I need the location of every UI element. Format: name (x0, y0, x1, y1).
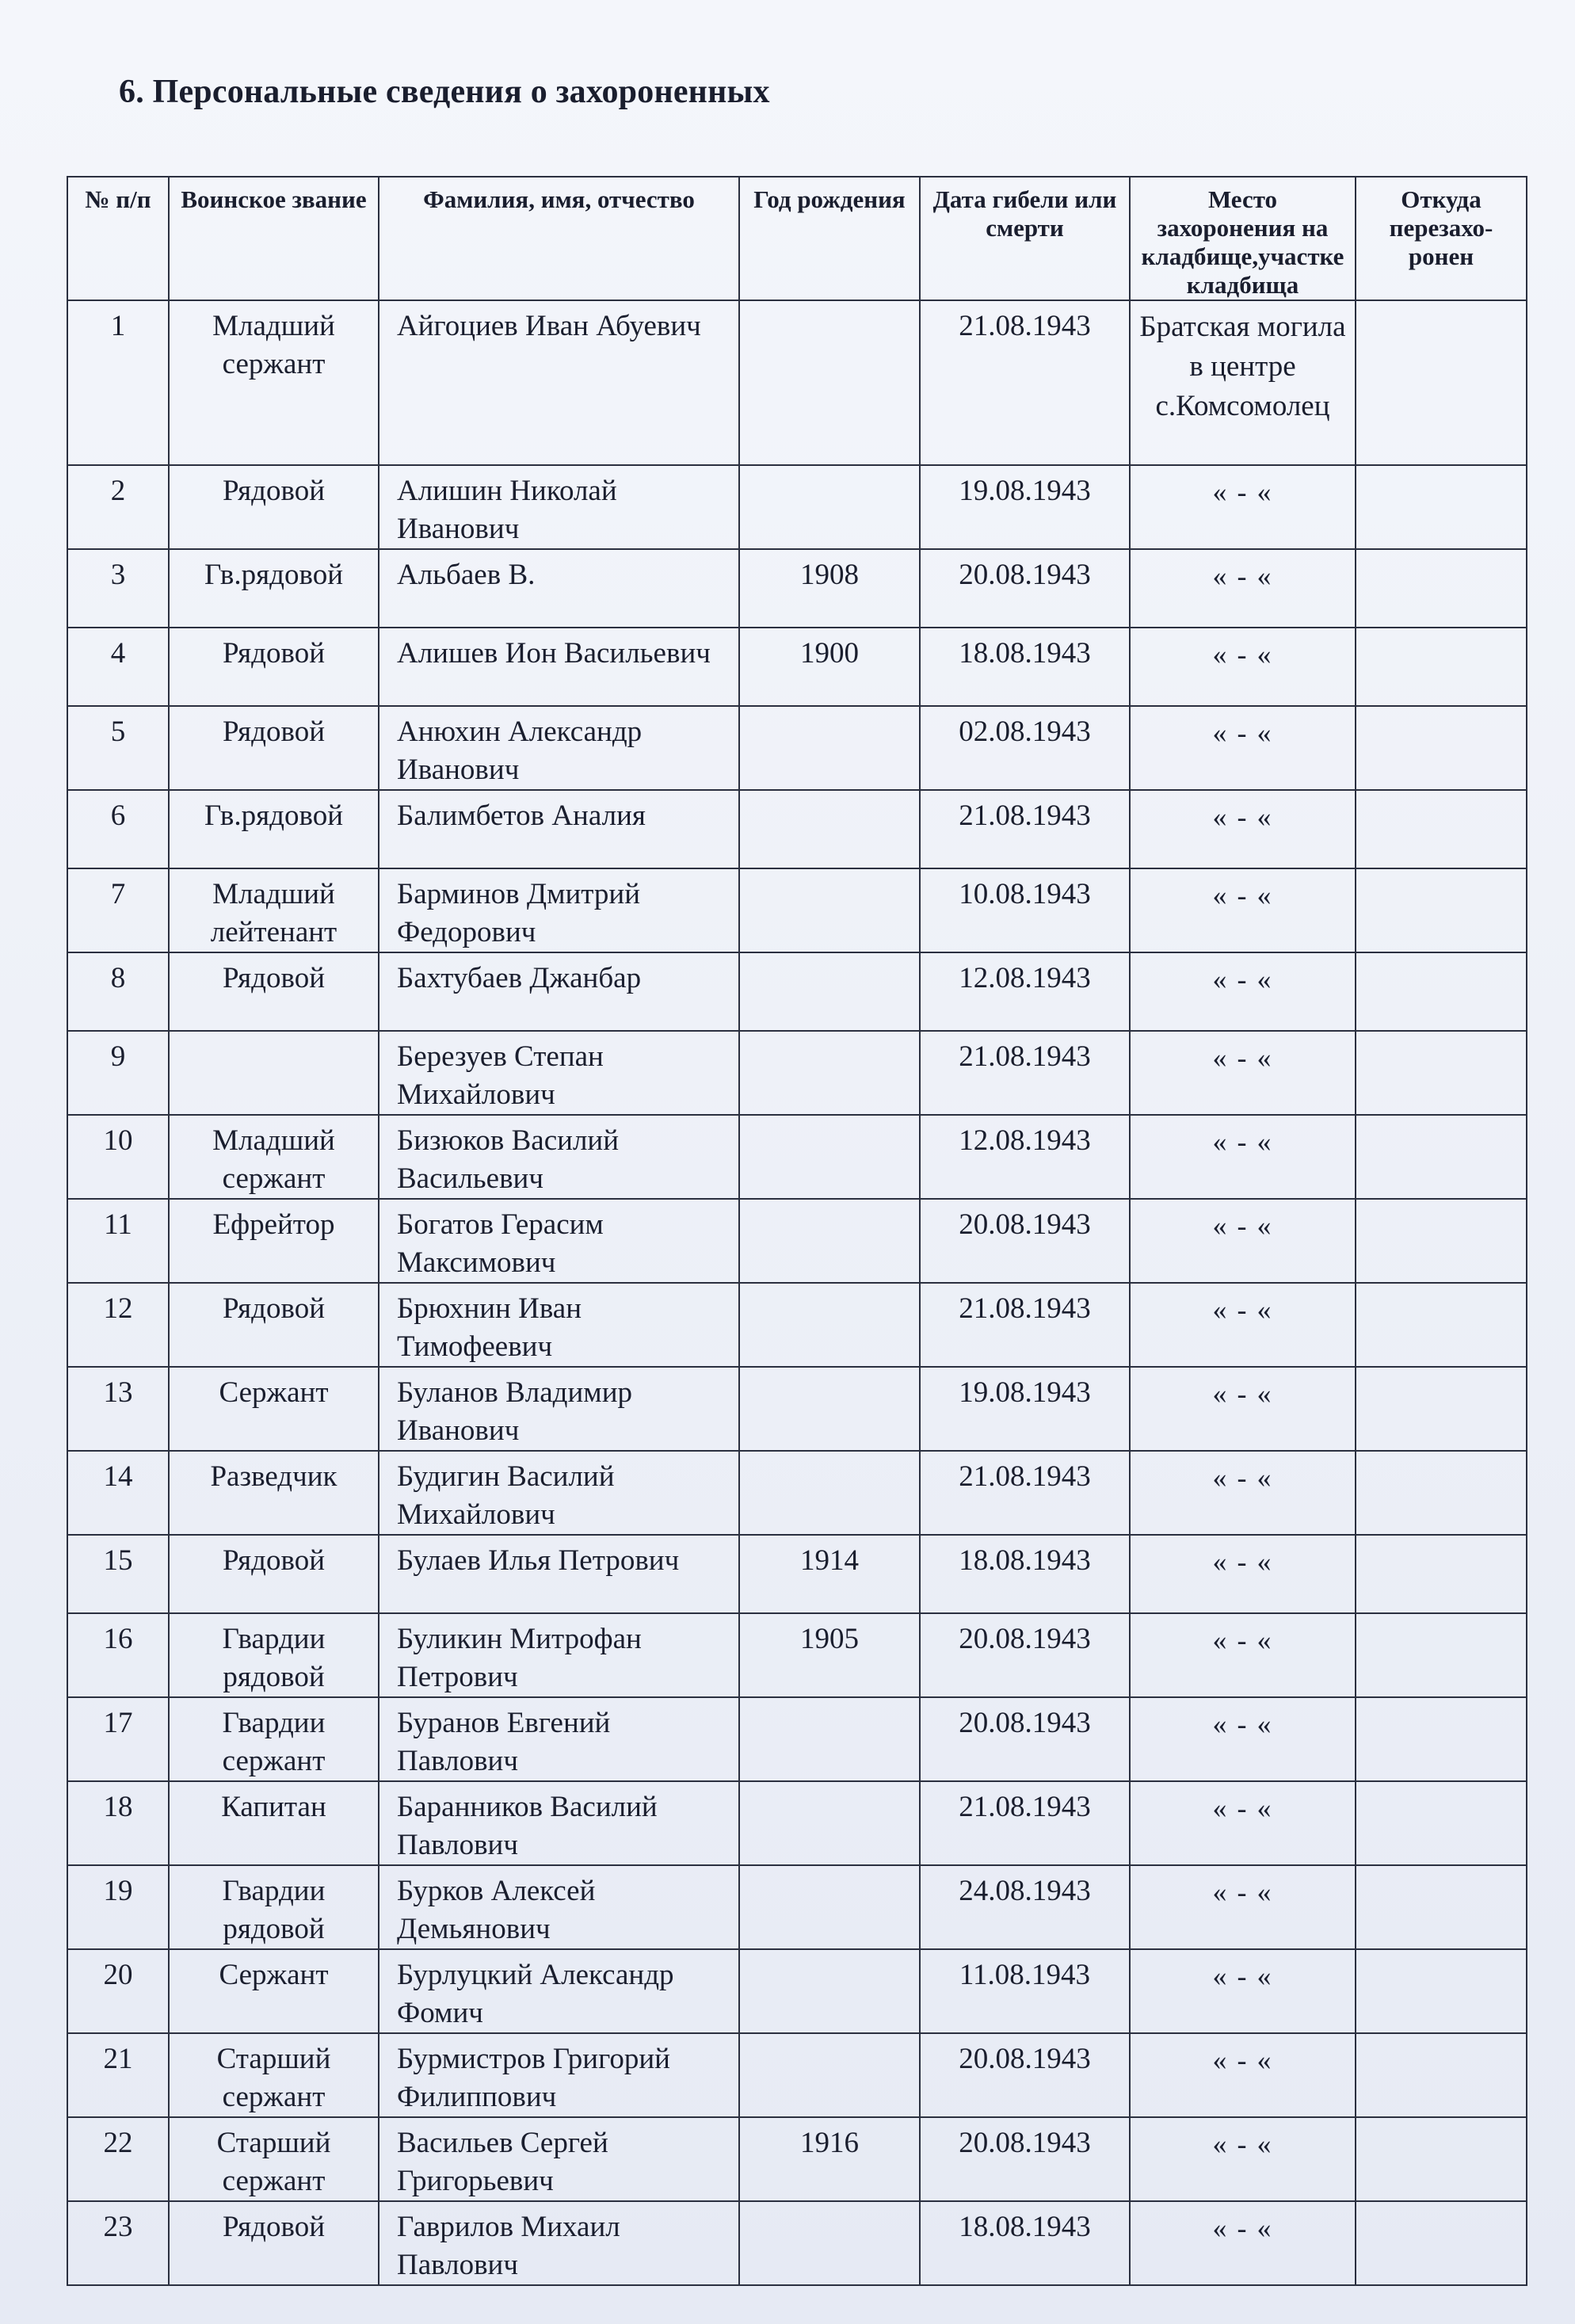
burial-place-cell: « - « (1130, 2117, 1356, 2201)
table-header-row (67, 177, 1527, 300)
origin-cell (1356, 2033, 1527, 2117)
death-date-cell: 11.08.1943 (920, 1949, 1130, 2033)
table-row (67, 706, 1527, 790)
rank-cell: Капитан (169, 1781, 379, 1865)
page-title: 6. Персональные сведения о захороненных (119, 74, 770, 110)
birth-year-cell (739, 300, 920, 465)
rank-cell: Рядовой (169, 1283, 379, 1367)
burial-place-cell: « - « (1130, 1613, 1356, 1697)
death-date-cell: 20.08.1943 (920, 549, 1130, 628)
name-cell: Алишев Ион Васильевич (379, 628, 739, 706)
birth-year-cell (739, 1031, 920, 1115)
row-number: 3 (67, 549, 169, 628)
origin-cell (1356, 465, 1527, 549)
header-name: Фамилия, имя, отчество (379, 177, 739, 300)
row-number: 5 (67, 706, 169, 790)
table-row (67, 1115, 1527, 1199)
name-cell: Березуев Степан Михайлович (379, 1031, 739, 1115)
row-number: 16 (67, 1613, 169, 1697)
rank-cell: Ефрейтор (169, 1199, 379, 1283)
burial-place-cell: « - « (1130, 1115, 1356, 1199)
header-num: № п/п (67, 177, 169, 300)
table-row (67, 1613, 1527, 1697)
birth-year-cell (739, 790, 920, 868)
rank-cell (169, 1031, 379, 1115)
table-row (67, 2117, 1527, 2201)
birth-year-cell (739, 706, 920, 790)
death-date-cell: 19.08.1943 (920, 465, 1130, 549)
row-number: 11 (67, 1199, 169, 1283)
origin-cell (1356, 868, 1527, 952)
table-row (67, 1949, 1527, 2033)
name-cell: Барминов Дмитрий Федорович (379, 868, 739, 952)
row-number: 18 (67, 1781, 169, 1865)
name-cell: Буранов Евгений Павлович (379, 1697, 739, 1781)
burial-place-cell: « - « (1130, 2201, 1356, 2285)
death-date-cell: 02.08.1943 (920, 706, 1130, 790)
name-cell: Гаврилов Михаил Павлович (379, 2201, 739, 2285)
death-date-cell: 12.08.1943 (920, 952, 1130, 1031)
origin-cell (1356, 1613, 1527, 1697)
header-burial-place: Место захоронения на кладбище,участке кладбища (1130, 177, 1356, 300)
death-date-cell: 21.08.1943 (920, 1451, 1130, 1535)
birth-year-cell (739, 868, 920, 952)
origin-cell (1356, 1031, 1527, 1115)
origin-cell (1356, 1199, 1527, 1283)
rank-cell: Младший лейтенант (169, 868, 379, 952)
row-number: 14 (67, 1451, 169, 1535)
name-cell: Бурлуцкий Александр Фомич (379, 1949, 739, 2033)
birth-year-cell (739, 1199, 920, 1283)
rank-cell: Рядовой (169, 2201, 379, 2285)
table-row (67, 1199, 1527, 1283)
rank-cell: Рядовой (169, 706, 379, 790)
table-row (67, 1283, 1527, 1367)
death-date-cell: 20.08.1943 (920, 1613, 1130, 1697)
birth-year-cell: 1900 (739, 628, 920, 706)
rank-cell: Рядовой (169, 952, 379, 1031)
death-date-cell: 18.08.1943 (920, 1535, 1130, 1613)
name-cell: Альбаев В. (379, 549, 739, 628)
burial-place-cell: « - « (1130, 706, 1356, 790)
rank-cell: Гв.рядовой (169, 790, 379, 868)
row-number: 6 (67, 790, 169, 868)
name-cell: Алишин Николай Иванович (379, 465, 739, 549)
death-date-cell: 20.08.1943 (920, 1697, 1130, 1781)
row-number: 7 (67, 868, 169, 952)
death-date-cell: 19.08.1943 (920, 1367, 1130, 1451)
origin-cell (1356, 1949, 1527, 2033)
table-row (67, 1367, 1527, 1451)
table-row (67, 1451, 1527, 1535)
table-row (67, 465, 1527, 549)
burial-place-cell: « - « (1130, 1031, 1356, 1115)
name-cell: Бурмистров Григорий Филиппович (379, 2033, 739, 2117)
name-cell: Богатов Герасим Максимович (379, 1199, 739, 1283)
death-date-cell: 10.08.1943 (920, 868, 1130, 952)
row-number: 15 (67, 1535, 169, 1613)
rank-cell: Рядовой (169, 628, 379, 706)
rank-cell: Младший сержант (169, 1115, 379, 1199)
name-cell: Васильев Сергей Григорьевич (379, 2117, 739, 2201)
name-cell: Бурков Алексей Демьянович (379, 1865, 739, 1949)
burial-place-cell: « - « (1130, 1367, 1356, 1451)
birth-year-cell: 1905 (739, 1613, 920, 1697)
name-cell: Будигин Василий Михайлович (379, 1451, 739, 1535)
table-row (67, 1781, 1527, 1865)
birth-year-cell (739, 1283, 920, 1367)
name-cell: Брюхнин Иван Тимофеевич (379, 1283, 739, 1367)
row-number: 21 (67, 2033, 169, 2117)
birth-year-cell (739, 952, 920, 1031)
rank-cell: Сержант (169, 1949, 379, 2033)
table-row (67, 300, 1527, 465)
table-row (67, 549, 1527, 628)
row-number: 8 (67, 952, 169, 1031)
row-number: 2 (67, 465, 169, 549)
rank-cell: Старший сержант (169, 2117, 379, 2201)
death-date-cell: 12.08.1943 (920, 1115, 1130, 1199)
row-number: 1 (67, 300, 169, 465)
name-cell: Баранников Василий Павлович (379, 1781, 739, 1865)
origin-cell (1356, 1367, 1527, 1451)
death-date-cell: 20.08.1943 (920, 1199, 1130, 1283)
rank-cell: Сержант (169, 1367, 379, 1451)
name-cell: Айгоциев Иван Абуевич (379, 300, 739, 465)
death-date-cell: 24.08.1943 (920, 1865, 1130, 1949)
table-row (67, 628, 1527, 706)
rank-cell: Гв.рядовой (169, 549, 379, 628)
rank-cell: Рядовой (169, 1535, 379, 1613)
origin-cell (1356, 1115, 1527, 1199)
death-date-cell: 21.08.1943 (920, 1283, 1130, 1367)
burial-place-cell: « - « (1130, 2033, 1356, 2117)
table-row (67, 2201, 1527, 2285)
burial-place-cell: « - « (1130, 1283, 1356, 1367)
row-number: 22 (67, 2117, 169, 2201)
row-number: 12 (67, 1283, 169, 1367)
row-number: 10 (67, 1115, 169, 1199)
rank-cell: Старший сержант (169, 2033, 379, 2117)
rank-cell: Гвардии рядовой (169, 1613, 379, 1697)
death-date-cell: 18.08.1943 (920, 628, 1130, 706)
header-birth-year: Год рождения (739, 177, 920, 300)
death-date-cell: 20.08.1943 (920, 2117, 1130, 2201)
death-date-cell: 21.08.1943 (920, 1781, 1130, 1865)
burial-place-cell: « - « (1130, 628, 1356, 706)
name-cell: Анюхин Александр Иванович (379, 706, 739, 790)
birth-year-cell (739, 1451, 920, 1535)
origin-cell (1356, 1451, 1527, 1535)
name-cell: Бахтубаев Джанбар (379, 952, 739, 1031)
origin-cell (1356, 300, 1527, 465)
birth-year-cell (739, 1697, 920, 1781)
birth-year-cell (739, 2033, 920, 2117)
death-date-cell: 20.08.1943 (920, 2033, 1130, 2117)
table-row (67, 2033, 1527, 2117)
table-row (67, 952, 1527, 1031)
name-cell: Булаев Илья Петрович (379, 1535, 739, 1613)
origin-cell (1356, 1697, 1527, 1781)
header-rank: Воинское звание (169, 177, 379, 300)
name-cell: Бизюков Василий Васильевич (379, 1115, 739, 1199)
origin-cell (1356, 628, 1527, 706)
origin-cell (1356, 1865, 1527, 1949)
header-origin: Откуда перезахо-ронен (1356, 177, 1527, 300)
death-date-cell: 21.08.1943 (920, 300, 1130, 465)
rank-cell: Младший сержант (169, 300, 379, 465)
burial-place-cell: Братская могила в центре с.Комсомолец (1130, 300, 1356, 465)
table-row (67, 1697, 1527, 1781)
table-row (67, 1865, 1527, 1949)
burial-place-cell: « - « (1130, 868, 1356, 952)
table-row (67, 1535, 1527, 1613)
burial-place-cell: « - « (1130, 1781, 1356, 1865)
burial-place-cell: « - « (1130, 952, 1356, 1031)
origin-cell (1356, 549, 1527, 628)
burial-place-cell: « - « (1130, 1865, 1356, 1949)
row-number: 4 (67, 628, 169, 706)
burial-records-table (67, 176, 1527, 2286)
burial-place-cell: « - « (1130, 1949, 1356, 2033)
burial-place-cell: « - « (1130, 465, 1356, 549)
birth-year-cell (739, 1781, 920, 1865)
birth-year-cell: 1914 (739, 1535, 920, 1613)
name-cell: Буликин Митрофан Петрович (379, 1613, 739, 1697)
birth-year-cell (739, 2201, 920, 2285)
name-cell: Балимбетов Аналия (379, 790, 739, 868)
death-date-cell: 21.08.1943 (920, 790, 1130, 868)
table-row (67, 1031, 1527, 1115)
birth-year-cell: 1916 (739, 2117, 920, 2201)
birth-year-cell (739, 1865, 920, 1949)
birth-year-cell (739, 1949, 920, 2033)
row-number: 9 (67, 1031, 169, 1115)
origin-cell (1356, 706, 1527, 790)
birth-year-cell (739, 1367, 920, 1451)
origin-cell (1356, 1535, 1527, 1613)
row-number: 13 (67, 1367, 169, 1451)
table-row (67, 868, 1527, 952)
rank-cell: Разведчик (169, 1451, 379, 1535)
rank-cell: Рядовой (169, 465, 379, 549)
table-body (67, 300, 1527, 2285)
burial-place-cell: « - « (1130, 790, 1356, 868)
birth-year-cell (739, 1115, 920, 1199)
row-number: 20 (67, 1949, 169, 2033)
birth-year-cell: 1908 (739, 549, 920, 628)
origin-cell (1356, 2117, 1527, 2201)
origin-cell (1356, 1781, 1527, 1865)
burial-place-cell: « - « (1130, 1451, 1356, 1535)
row-number: 19 (67, 1865, 169, 1949)
burial-place-cell: « - « (1130, 1697, 1356, 1781)
burial-place-cell: « - « (1130, 1199, 1356, 1283)
death-date-cell: 21.08.1943 (920, 1031, 1130, 1115)
row-number: 17 (67, 1697, 169, 1781)
birth-year-cell (739, 465, 920, 549)
burial-place-cell: « - « (1130, 1535, 1356, 1613)
origin-cell (1356, 952, 1527, 1031)
table-row (67, 790, 1527, 868)
burial-place-cell: « - « (1130, 549, 1356, 628)
death-date-cell: 18.08.1943 (920, 2201, 1130, 2285)
origin-cell (1356, 2201, 1527, 2285)
name-cell: Буланов Владимир Иванович (379, 1367, 739, 1451)
origin-cell (1356, 1283, 1527, 1367)
rank-cell: Гвардии рядовой (169, 1865, 379, 1949)
origin-cell (1356, 790, 1527, 868)
rank-cell: Гвардии сержант (169, 1697, 379, 1781)
header-death-date: Дата гибели или смерти (920, 177, 1130, 300)
row-number: 23 (67, 2201, 169, 2285)
